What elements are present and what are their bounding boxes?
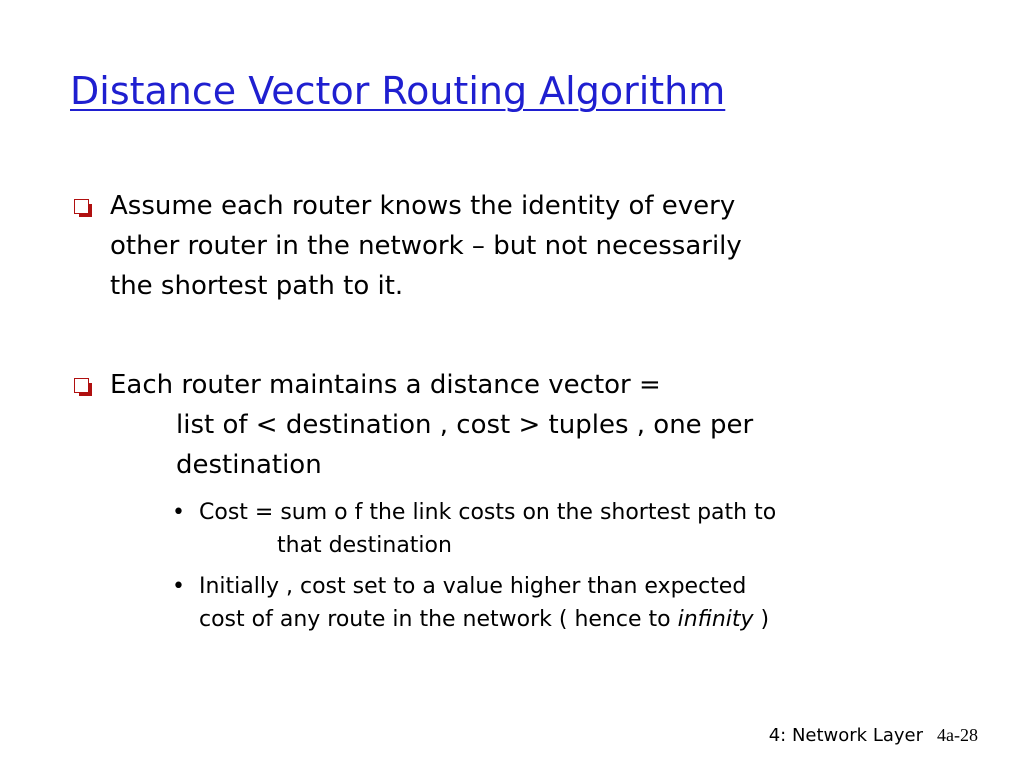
sub-bullet-text-2 xyxy=(199,570,769,636)
bullet-1-line-2: other router in the network – but not necessarily xyxy=(110,231,742,261)
sub-bullet-text-1 xyxy=(199,496,776,562)
dot-bullet-icon: • xyxy=(172,500,185,525)
bullet-text-1 xyxy=(110,186,742,306)
bullet-1-line-1: Assume each router knows the identity of every xyxy=(110,191,736,221)
hollow-square-bullet-icon xyxy=(74,199,89,214)
footer-section: 4: Network Layer xyxy=(768,725,924,746)
footer-page-number: 4a-28 xyxy=(937,725,978,745)
sub-bullet-2-line-1: Initially , cost set to a value higher than expected xyxy=(199,574,747,599)
dot-bullet-icon: • xyxy=(172,574,185,599)
sub-bullet-2-line-2-suffix: ) xyxy=(753,607,770,632)
slide-title: Distance Vector Routing Algorithm xyxy=(70,69,726,113)
bullet-text-2 xyxy=(110,365,753,485)
infinity-emphasis: infinity xyxy=(677,607,754,632)
slide-footer xyxy=(769,722,978,749)
sub-bullet-1-line-1: Cost = sum o f the link costs on the shortest path to xyxy=(199,500,777,525)
hollow-square-bullet-icon xyxy=(74,378,89,393)
bullet-1-line-3: the shortest path to it. xyxy=(110,271,404,301)
sub-bullet-1-line-2: that destination xyxy=(277,533,452,558)
bullet-2-line-2: list of < destination , cost > tuples , one per xyxy=(176,410,754,440)
sub-bullet-2-line-2-prefix: cost of any route in the network ( hence to xyxy=(199,607,678,632)
bullet-2-line-1: Each router maintains a distance vector = xyxy=(110,370,661,400)
sub-bullet-2-line-2 xyxy=(199,603,769,636)
bullet-2-line-3: destination xyxy=(176,450,322,480)
